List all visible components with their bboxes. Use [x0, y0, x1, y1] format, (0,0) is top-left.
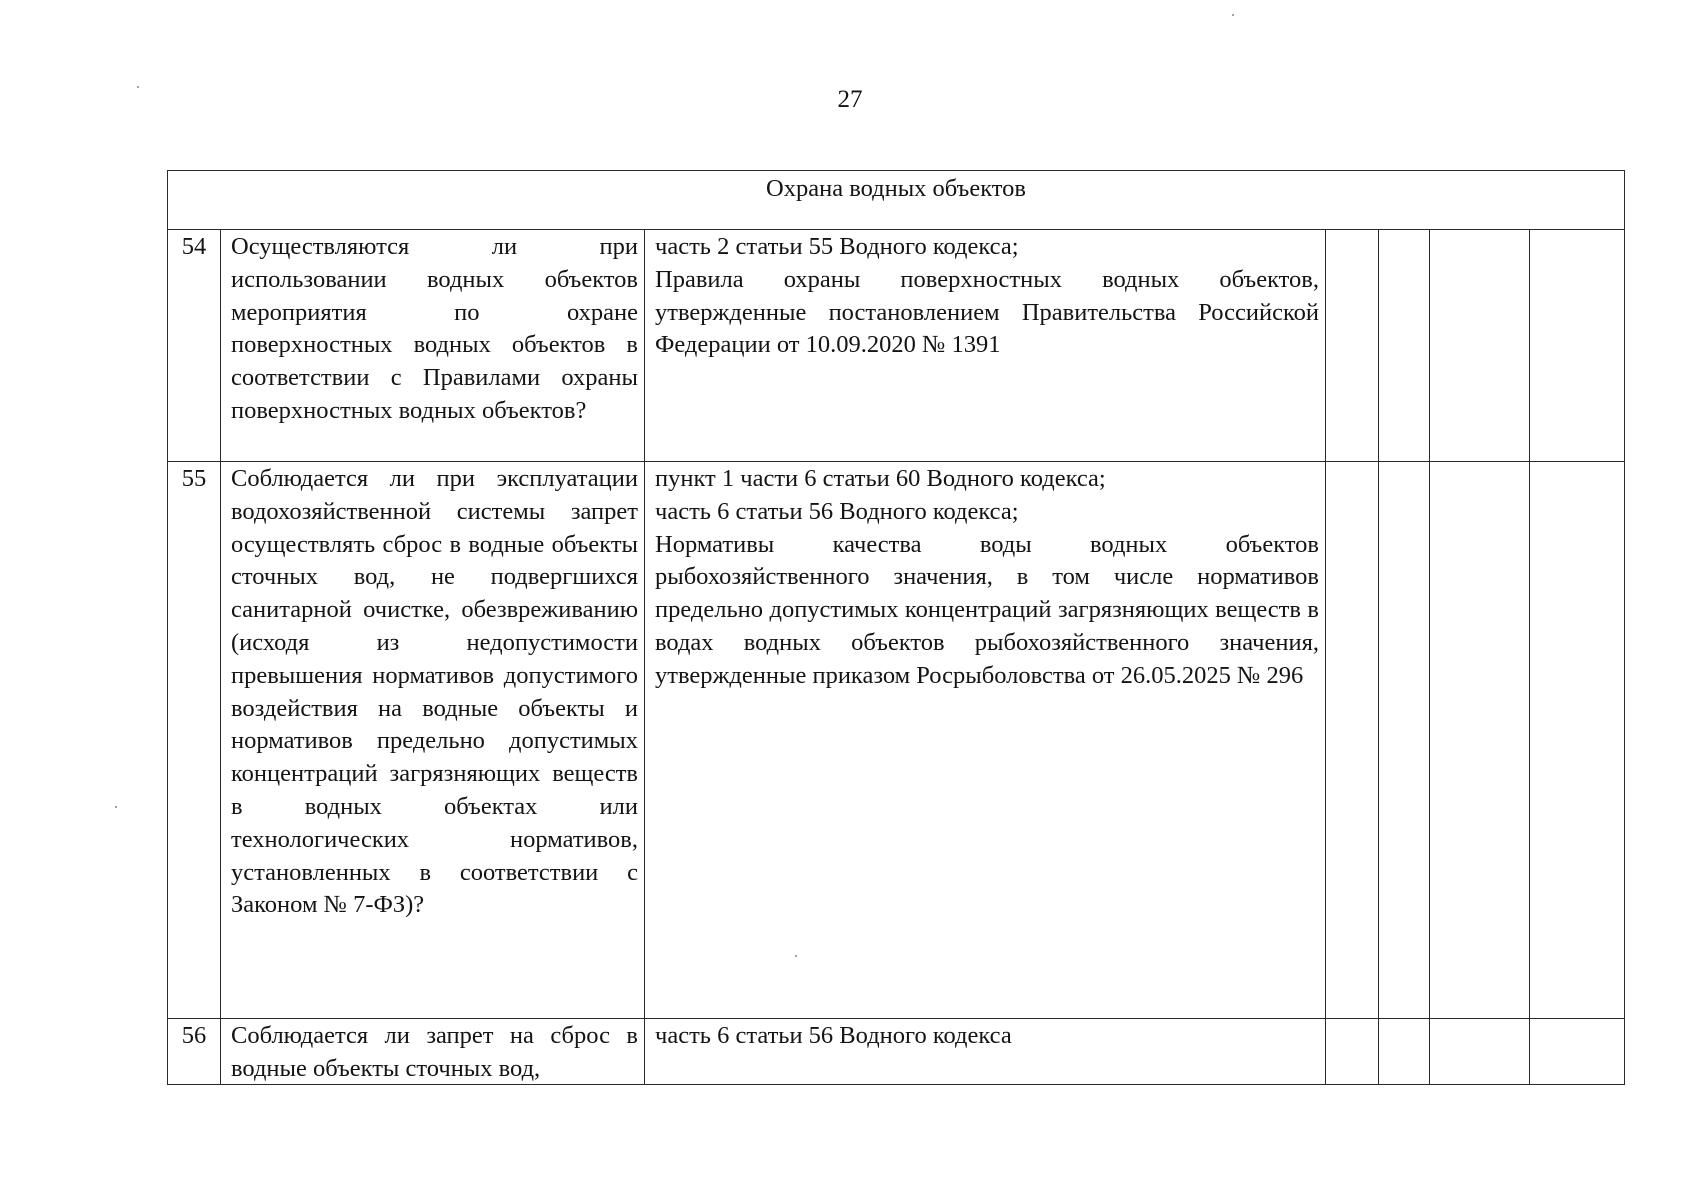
references-cell	[645, 1019, 1326, 1085]
requirements-table	[167, 170, 1625, 1085]
reference-line: пункт 1 части 6 статьи 60 Водного кодекса;	[655, 465, 1106, 492]
answer-cell-not-applicable	[1430, 462, 1530, 1019]
scan-speck	[137, 86, 139, 88]
reference-line: Правила охраны поверхностных водных объектов, утвержденные постановлением Правительства Российской Федерации от 10.09.2020 № 1391	[655, 265, 1319, 359]
references-cell	[645, 230, 1326, 462]
question-text: Осуществляются ли при использовании водных объектов мероприятия по охране поверхностных водных объектов в соответствии с Правилами охраны поверхностных водных объектов?	[231, 233, 638, 424]
answer-cell-yes	[1326, 1019, 1379, 1085]
answer-cell-not-applicable	[1430, 230, 1530, 462]
page-number: 27	[837, 86, 863, 113]
reference-line: часть 6 статьи 56 Водного кодекса	[655, 1022, 1012, 1049]
answer-cell-no	[1379, 230, 1430, 462]
question-text: Соблюдается ли запрет на сброс в водные объекты сточных вод,	[231, 1022, 638, 1082]
table-row	[168, 1019, 1625, 1085]
notes-cell	[1530, 462, 1625, 1019]
row-number: 55	[168, 462, 221, 1019]
reference-line: часть 6 статьи 56 Водного кодекса;	[655, 497, 1019, 525]
scan-speck	[795, 955, 797, 957]
section-title: Охрана водных объектов	[168, 171, 1625, 230]
question-text: Соблюдается ли при эксплуатации водохозяйственной системы запрет осуществлять сброс в водные объекты сточных вод, не подвергшихся санитарной очистке, обезвреживанию (исходя из недопустимости превышения нормативов допустимого воздействия на водные объекты и нормативов предельно допустимых концентраций загрязняющих веществ в водных объектах или технологических нормативов, установленных в соответствии с Законом № 7-ФЗ)?	[231, 465, 638, 919]
scan-speck	[115, 806, 117, 808]
answer-cell-yes	[1326, 230, 1379, 462]
section-header-row	[168, 171, 1625, 230]
scan-speck	[1232, 14, 1234, 16]
table-row	[168, 462, 1625, 1019]
answer-cell-yes	[1326, 462, 1379, 1019]
row-number: 54	[168, 230, 221, 462]
question-cell	[221, 1019, 645, 1085]
row-number: 56	[168, 1019, 221, 1085]
table-row	[168, 230, 1625, 462]
answer-cell-no	[1379, 1019, 1430, 1085]
notes-cell	[1530, 230, 1625, 462]
answer-cell-no	[1379, 462, 1430, 1019]
reference-line: Нормативы качества воды водных объектов рыбохозяйственного значения, в том числе нормативов предельно допустимых концентраций загрязняющих веществ в водах водных объектов рыбохозяйственного значения, утвержденные приказом Росрыболовства от 26.05.2025 № 296	[655, 530, 1319, 689]
question-cell	[221, 462, 645, 1019]
references-cell	[645, 462, 1326, 1019]
reference-line: часть 2 статьи 55 Водного кодекса;	[655, 233, 1019, 260]
answer-cell-not-applicable	[1430, 1019, 1530, 1085]
notes-cell	[1530, 1019, 1625, 1085]
question-cell	[221, 230, 645, 462]
